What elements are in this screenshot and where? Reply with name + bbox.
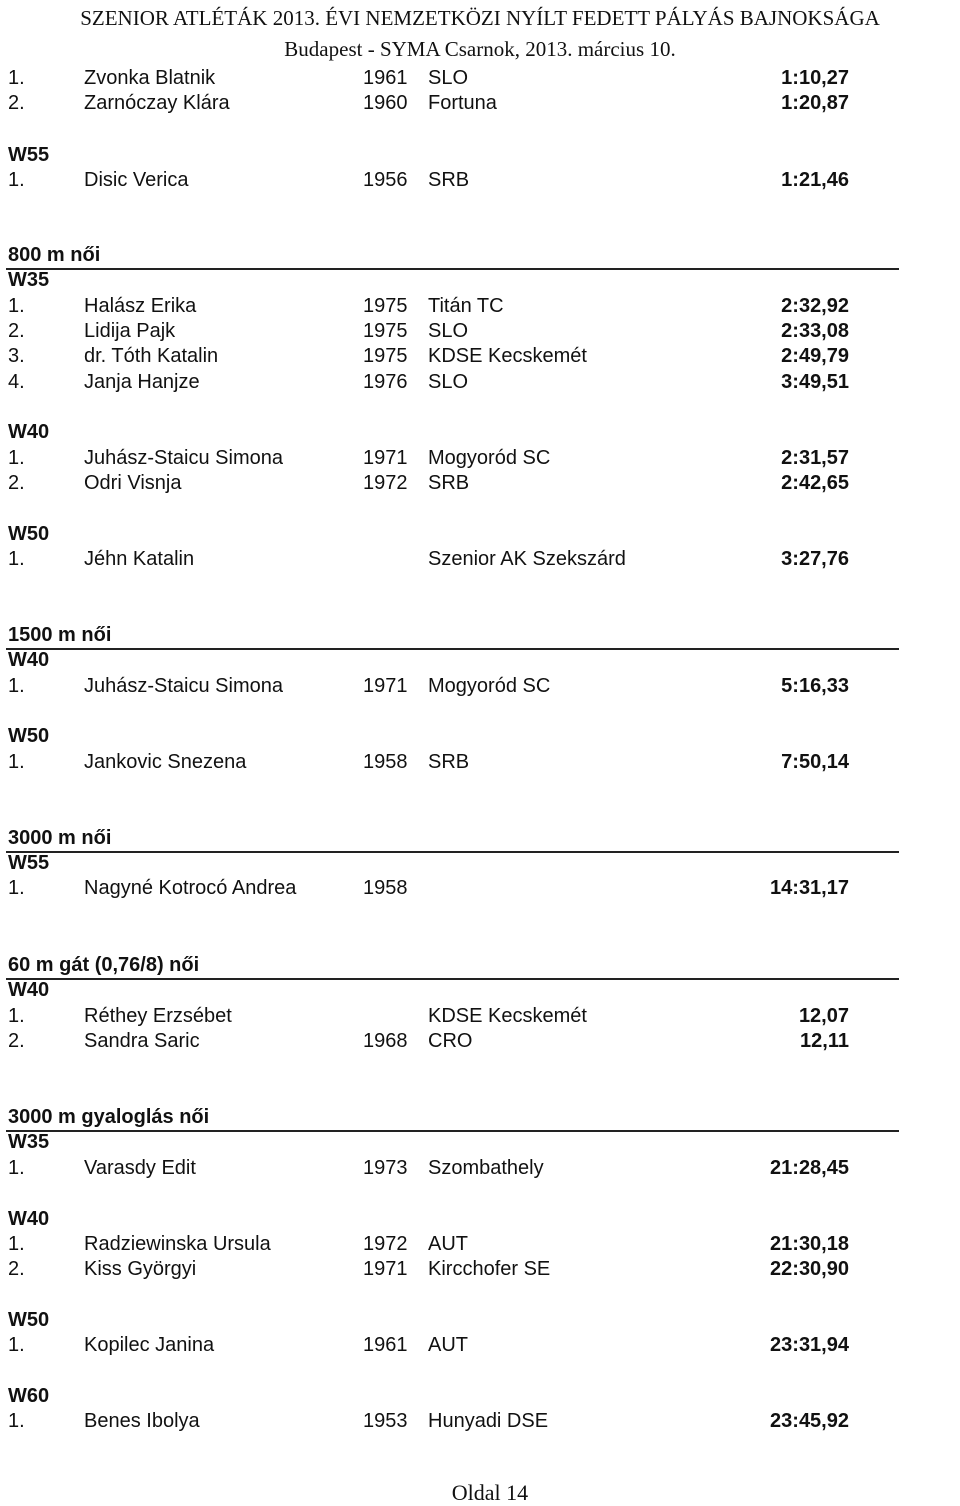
result-row	[0, 877, 960, 901]
event-divider	[6, 978, 899, 980]
event-divider	[6, 851, 899, 853]
category-label: W60	[8, 1385, 50, 1407]
birth-year: 1971	[363, 447, 408, 469]
club: Mogyoród SC	[428, 447, 551, 469]
athlete-name: dr. Tóth Katalin	[84, 345, 219, 367]
result-row	[0, 751, 960, 775]
result-time: 2:31,57	[781, 447, 849, 469]
place: 1.	[8, 548, 25, 570]
place: 1.	[8, 1410, 25, 1432]
place: 1.	[8, 169, 25, 191]
athlete-name: Odri Visnja	[84, 472, 182, 494]
athlete-name: Zvonka Blatnik	[84, 67, 216, 89]
category-label: W55	[8, 144, 50, 166]
athlete-name: Kiss Györgyi	[84, 1258, 197, 1280]
place: 3.	[8, 345, 25, 367]
result-time: 23:31,94	[770, 1334, 849, 1356]
event-title: 3000 m női	[8, 827, 112, 849]
result-time: 5:16,33	[781, 675, 849, 697]
athlete-name: Jéhn Katalin	[84, 548, 195, 570]
athlete-name: Réthey Erzsébet	[84, 1005, 232, 1027]
place: 2.	[8, 92, 25, 114]
place: 2.	[8, 472, 25, 494]
event-divider	[6, 268, 899, 270]
result-row	[0, 1005, 960, 1029]
page-number: Oldal 14	[451, 1480, 529, 1505]
place: 1.	[8, 447, 25, 469]
result-row	[0, 345, 960, 369]
category-label: W40	[8, 421, 50, 443]
category-label: W40	[8, 649, 50, 671]
birth-year: 1961	[363, 1334, 408, 1356]
result-time: 12,11	[800, 1030, 849, 1052]
club: SRB	[428, 472, 470, 494]
athlete-name: Halász Erika	[84, 295, 197, 317]
category-label: W50	[8, 523, 50, 545]
birth-year: 1971	[363, 675, 408, 697]
birth-year: 1960	[363, 92, 408, 114]
club: AUT	[428, 1233, 468, 1255]
result-row	[0, 371, 960, 395]
birth-year: 1971	[363, 1258, 408, 1280]
athlete-name: Zarnóczay Klára	[84, 92, 230, 114]
result-time: 14:31,17	[770, 877, 849, 899]
place: 1.	[8, 1233, 25, 1255]
birth-year: 1953	[363, 1410, 408, 1432]
result-row	[0, 320, 960, 344]
athlete-name: Janja Hanjze	[84, 371, 200, 393]
result-time: 2:33,08	[781, 320, 849, 342]
birth-year: 1968	[363, 1030, 408, 1052]
event-divider	[6, 648, 899, 650]
club: Szenior AK Szekszárd	[428, 548, 626, 570]
club: SRB	[428, 751, 470, 773]
athlete-name: Radziewinska Ursula	[84, 1233, 271, 1255]
athlete-name: Sandra Saric	[84, 1030, 200, 1052]
event-title: 60 m gát (0,76/8) női	[8, 954, 200, 976]
birth-year: 1956	[363, 169, 408, 191]
club: SLO	[428, 67, 469, 89]
category-label: W35	[8, 269, 50, 291]
result-time: 2:32,92	[781, 295, 849, 317]
header-title: SZENIOR ATLÉTÁK 2013. ÉVI NEMZETKÖZI NYÍLT FEDETT PÁLYÁS BAJNOKSÁGA	[80, 6, 880, 30]
club: SRB	[428, 169, 470, 191]
event-title: 1500 m női	[8, 624, 112, 646]
category-label: W55	[8, 852, 50, 874]
athlete-name: Disic Verica	[84, 169, 189, 191]
result-row	[0, 1410, 960, 1434]
place: 1.	[8, 675, 25, 697]
result-time: 1:10,27	[781, 67, 849, 89]
result-row	[0, 675, 960, 699]
birth-year: 1976	[363, 371, 408, 393]
club: AUT	[428, 1334, 468, 1356]
place: 1.	[8, 1157, 25, 1179]
place: 1.	[8, 67, 25, 89]
result-time: 22:30,90	[770, 1258, 849, 1280]
club: KDSE Kecskemét	[428, 345, 587, 367]
place: 2.	[8, 1030, 25, 1052]
birth-year: 1975	[363, 345, 408, 367]
result-row	[0, 67, 960, 91]
result-row	[0, 1030, 960, 1054]
category-label: W35	[8, 1131, 50, 1153]
header-subtitle: Budapest - SYMA Csarnok, 2013. március 10.	[284, 37, 676, 61]
athlete-name: Jankovic Snezena	[84, 751, 247, 773]
event-divider	[6, 1130, 899, 1132]
athlete-name: Juhász-Staicu Simona	[84, 447, 283, 469]
place: 2.	[8, 1258, 25, 1280]
category-label: W50	[8, 725, 50, 747]
place: 2.	[8, 320, 25, 342]
club: Fortuna	[428, 92, 497, 114]
club: Kircchofer SE	[428, 1258, 551, 1280]
category-label: W40	[8, 979, 50, 1001]
event-title: 3000 m gyaloglás női	[8, 1106, 210, 1128]
result-row	[0, 169, 960, 193]
athlete-name: Juhász-Staicu Simona	[84, 675, 283, 697]
place: 4.	[8, 371, 25, 393]
club: CRO	[428, 1030, 473, 1052]
birth-year: 1973	[363, 1157, 408, 1179]
athlete-name: Kopilec Janina	[84, 1334, 215, 1356]
result-time: 3:27,76	[781, 548, 849, 570]
place: 1.	[8, 751, 25, 773]
result-time: 12,07	[798, 1005, 849, 1027]
result-row	[0, 1157, 960, 1181]
result-time: 21:30,18	[770, 1233, 849, 1255]
result-time: 7:50,14	[781, 751, 849, 773]
result-row	[0, 295, 960, 319]
athlete-name: Varasdy Edit	[84, 1157, 196, 1179]
result-row	[0, 1334, 960, 1358]
result-time: 2:42,65	[781, 472, 849, 494]
result-row	[0, 447, 960, 471]
event-title: 800 m női	[8, 244, 101, 266]
club: Titán TC	[428, 295, 504, 317]
result-row	[0, 92, 960, 116]
result-row	[0, 472, 960, 496]
result-time: 21:28,45	[770, 1157, 849, 1179]
club: KDSE Kecskemét	[428, 1005, 587, 1027]
place: 1.	[8, 295, 25, 317]
club: Mogyoród SC	[428, 675, 551, 697]
category-label: W50	[8, 1309, 50, 1331]
result-row	[0, 1233, 960, 1257]
place: 1.	[8, 1334, 25, 1356]
club: Szombathely	[428, 1157, 544, 1179]
birth-year: 1972	[363, 1233, 408, 1255]
result-time: 2:49,79	[781, 345, 849, 367]
athlete-name: Lidija Pajk	[84, 320, 176, 342]
athlete-name: Benes Ibolya	[84, 1410, 200, 1432]
club: Hunyadi DSE	[428, 1410, 549, 1432]
result-time: 23:45,92	[770, 1410, 849, 1432]
club: SLO	[428, 371, 469, 393]
birth-year: 1972	[363, 472, 408, 494]
result-row	[0, 1258, 960, 1282]
result-row	[0, 548, 960, 572]
result-time: 3:49,51	[781, 371, 849, 393]
club: SLO	[428, 320, 469, 342]
athlete-name: Nagyné Kotrocó Andrea	[84, 877, 297, 899]
result-time: 1:21,46	[781, 169, 849, 191]
birth-year: 1975	[363, 295, 408, 317]
place: 1.	[8, 877, 25, 899]
category-label: W40	[8, 1208, 50, 1230]
birth-year: 1975	[363, 320, 408, 342]
place: 1.	[8, 1005, 25, 1027]
birth-year: 1958	[363, 751, 408, 773]
birth-year: 1961	[363, 67, 408, 89]
birth-year: 1958	[363, 877, 408, 899]
result-time: 1:20,87	[781, 92, 849, 114]
